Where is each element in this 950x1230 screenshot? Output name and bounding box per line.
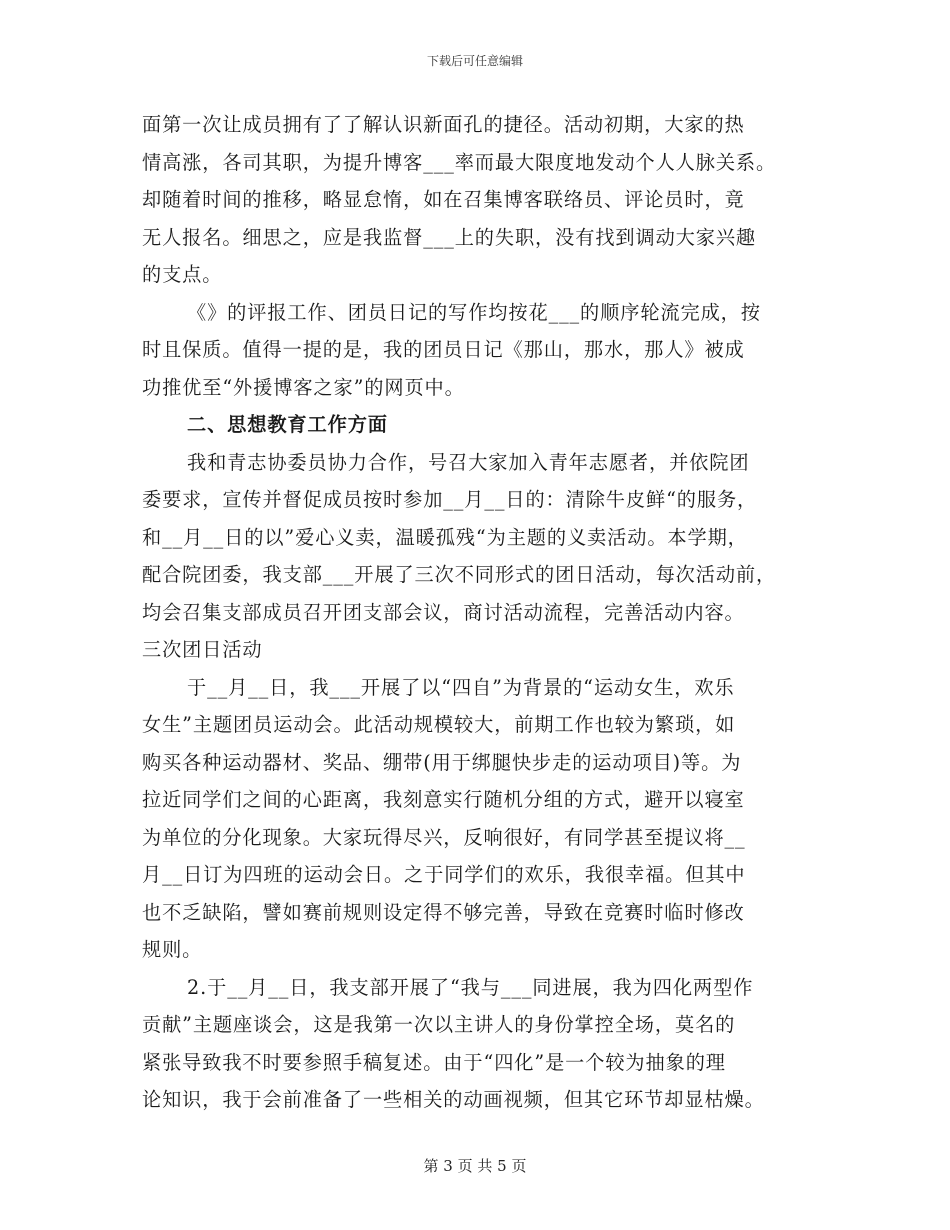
text-line: 面第一次让成员拥有了了解认识新面孔的捷径。活动初期，大家的热 — [142, 113, 745, 136]
text-line: 《》的评报工作、团员日记的写作均按花___的顺序轮流完成，按 — [187, 300, 761, 324]
text-line: 时且保质。值得一提的是，我的团员日记《那山，那水，那人》被成 — [142, 338, 745, 361]
text-line: 委要求，宣传并督促成员按时参加__月__日的：清除牛皮鲜“的服务， — [142, 488, 758, 511]
text-line: 女生”主题团员运动会。此活动规模较大，前期工作也较为繁琐，如 — [142, 713, 736, 736]
text-line: 贡献”主题座谈会，这是我第一次以主讲人的身份掌控全场，莫名的 — [142, 1013, 736, 1036]
text-line: 功推优至“外援博客之家”的网页中。 — [142, 375, 465, 399]
text-line: 规则。 — [142, 938, 203, 961]
text-line: 情高涨，各司其职，为提升博客___率而最大限度地发动个人人脉关系。 — [142, 150, 777, 174]
text-line: 于__月__日，我___开展了以“四自”为背景的“运动女生，欢乐 — [187, 675, 735, 699]
text-line: 无人报名。细思之，应是我监督___上的失职，没有找到调动大家兴趣 — [142, 225, 757, 249]
text-line: 为单位的分化现象。大家玩得尽兴，反响很好，有同学甚至提议将__ — [142, 825, 746, 849]
page-header: 下载后可任意编辑 — [426, 54, 523, 68]
text-line: 论知识，我于会前准备了一些相关的动画视频，但其它环节却显枯燥。 — [142, 1088, 765, 1111]
page-footer: 第 3 页 共 5 页 — [423, 1157, 527, 1175]
document-body — [142, 106, 812, 1119]
text-line: 购买各种运动器材、奖品、绷带(用于绑腿快步走的运动项目)等。为 — [142, 750, 742, 774]
text-line: 配合院团委，我支部___开展了三次不同形式的团日活动，每次活动前， — [142, 563, 777, 586]
text-line: 却随着时间的推移，略显怠惰，如在召集博客联络员、评论员时，竟 — [142, 188, 745, 211]
text-line: 和__月__日的以”爱心义卖，温暖孤残“为主题的义卖活动。本学期， — [142, 525, 748, 549]
text-line: 的支点。 — [142, 263, 223, 286]
text-line: 我和青志协委员协力合作，号召大家加入青年志愿者，并依院团 — [187, 450, 750, 474]
section-heading: 二、思想教育工作方面 — [187, 413, 388, 436]
text-line: 紧张导致我不时要参照手稿复述。由于“四化”是一个较为抽象的理 — [142, 1050, 726, 1074]
text-line: 也不乏缺陷，譬如赛前规则设定得不够完善，导致在竞赛时临时修改 — [142, 900, 745, 924]
text-line: 2.于__月__日，我支部开展了“我与___同进展，我为四化两型作 — [187, 975, 754, 999]
text-line: 拉近同学们之间的心距离，我刻意实行随机分组的方式，避开以寝室 — [142, 788, 745, 811]
text-line: 均会召集支部成员召开团支部会议，商讨活动流程，完善活动内容。 — [142, 600, 745, 624]
text-line: 三次团日活动 — [142, 638, 263, 661]
text-line: 月__日订为四班的运动会日。之于同学们的欢乐，我很幸福。但其中 — [142, 863, 746, 886]
